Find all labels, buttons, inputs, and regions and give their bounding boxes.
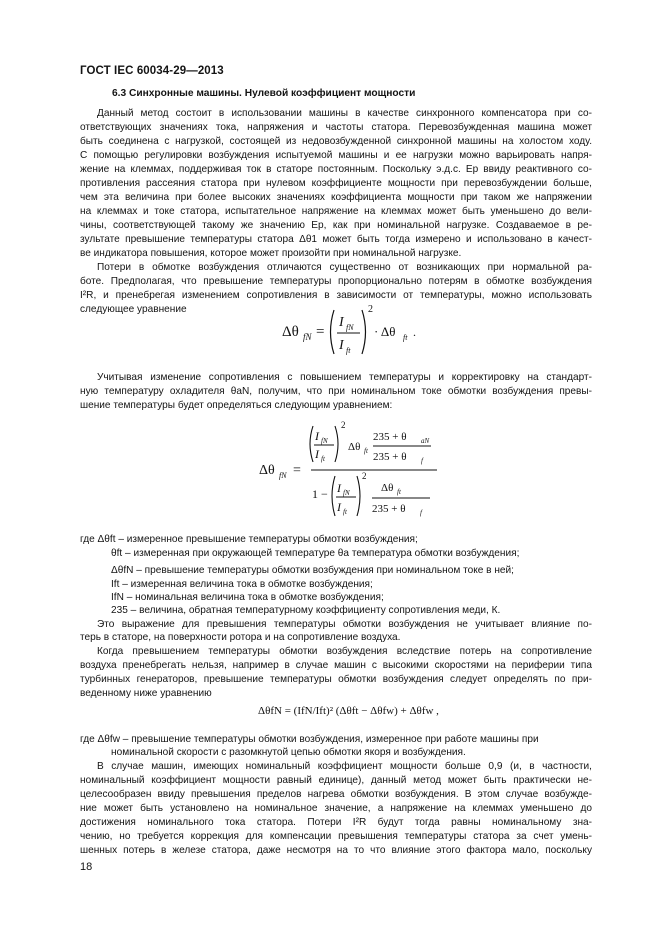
text-line: В случае машин, имеющих номинальный коэффициент мощности больше 0,9 (и, в частности, xyxy=(97,761,592,772)
text-line: турбинных генераторов, превышение температуры обмотки возбуждения следует определять по при- xyxy=(80,674,592,685)
text-line: следующее уравнение xyxy=(80,304,187,315)
definition-item xyxy=(111,579,373,591)
formula-1-den: I xyxy=(339,338,344,353)
definition-term: где Δθft xyxy=(80,534,116,545)
definition-text: – измеренное превышение температуры обмотки возбуждения; xyxy=(115,534,418,545)
definition-text: – превышение температуры обмотки возбуждения при номинальном токе в ней; xyxy=(133,565,514,576)
text-line: Потери в обмотке возбуждения отличаются существенно от возникающих при нормальной ра- xyxy=(97,262,592,273)
formula-1-eq: = xyxy=(316,324,325,340)
formula-2-f2: f xyxy=(420,509,422,517)
formula-1-num: I xyxy=(339,315,344,330)
text-line: Это выражение для превышения температуры обмотки возбуждения не учитывает влияние по- xyxy=(97,619,592,630)
formula-2-dtheta2: Δθ xyxy=(381,482,394,494)
formula-2-pow1: 2 xyxy=(341,420,346,430)
definition-item xyxy=(111,592,384,604)
definition-term: Ift xyxy=(111,579,120,590)
formula-2-eq: = xyxy=(293,463,301,478)
definition-term: ΔθfN xyxy=(111,565,134,576)
text-line: Когда превышением температуры обмотки возбуждения вследствие потерь на сопротивление xyxy=(97,646,592,657)
text-line: I²R, и пренебрегая изменением сопротивления в зависимости от температуры, можно использовать xyxy=(80,290,592,301)
document-header: ГОСТ IEC 60034-29—2013 xyxy=(80,65,224,77)
formula-2-i3: I xyxy=(337,481,341,495)
definition-item xyxy=(111,548,519,560)
text-line: воздуха пренебрегать нельзя, например в случае машин с высокими скоростями на периферии типа xyxy=(80,660,592,671)
formula-2-i1: I xyxy=(315,429,319,443)
formula-2-i2: I xyxy=(315,447,319,461)
formula-1-power: 2 xyxy=(368,304,373,315)
definition-item xyxy=(111,565,514,577)
text-line: чению, но требуется коррекция для компенсации превышения температуры статора за счет умень- xyxy=(80,831,592,842)
text-line: чем эта величина при более высоких значениях коэффициента мощности при таком же напряжении xyxy=(80,192,592,203)
formula-2-k235-2: 235 + θ xyxy=(373,451,407,463)
formula-2-fn1: fN xyxy=(321,437,328,445)
text-line: боте. Предполагая, что превышение температуры пропорционально потерям в обмотке возбуждения xyxy=(80,276,592,287)
text-line: ние может быть установлено на номинальное значение, а напряжение на клеммах уменьшено до xyxy=(80,803,592,814)
formula-2-lhs: Δθ xyxy=(259,463,275,478)
text-line: зультате превышение температуры статора Δθ1 может быть тогда измерено и использовано в качест- xyxy=(80,234,592,245)
formula-1-dot: · Δθ xyxy=(374,324,396,339)
formula-2-ft3: ft xyxy=(343,508,347,516)
text-line: терь в статоре, на поверхности ротора и на сопротивление воздуха. xyxy=(80,632,401,643)
definition-text: – номинальная величина тока в обмотке возбуждения; xyxy=(123,592,384,603)
section-title: 6.3 Синхронные машины. Нулевой коэффициент мощности xyxy=(112,88,416,99)
formula-2-fn2: fN xyxy=(343,489,350,497)
definition-term: IfN xyxy=(111,592,124,603)
formula-3: ΔθfN = (IfN/Ift)² (Δθft − Δθfw) + Δθfw , xyxy=(258,705,439,717)
formula-1-lhs: Δθ xyxy=(282,324,299,340)
text-line: целесообразен ввиду превышения пределов нагрева обмотки возбуждения. В этом случае возбужде- xyxy=(80,789,592,800)
definition-term: 235 xyxy=(111,605,128,616)
formula-2-an: aN xyxy=(421,437,430,445)
text-line: номинальной скорости с разомкнутой цепью обмотки якоря и возбуждения. xyxy=(111,747,466,758)
formula-2 xyxy=(255,418,445,526)
definition-item xyxy=(111,605,500,617)
text-line: Данный метод состоит в использовании машины в качестве синхронного компенсатора при со- xyxy=(97,108,592,119)
formula-2-one-minus: 1 − xyxy=(312,487,328,501)
text-line: С помощью регулировки возбуждения испытуемой машины и ее нагрузки можно варьировать напря- xyxy=(80,150,592,161)
formula-2-i4: I xyxy=(337,500,341,514)
text-line: на клеммах и токе статора, испытательное напряжение на клеммах может быть уменьшено до вели- xyxy=(80,206,592,217)
definition-item xyxy=(80,534,418,546)
formula-2-k235-1: 235 + θ xyxy=(373,431,407,443)
text-line: Учитывая изменение сопротивления с повышением температуры и корректировку на стандарт- xyxy=(97,372,592,383)
text-line: быть соединена с нагрузкой, состоящей из недовозбужденной синхронной машины на холостом ходу. xyxy=(80,136,592,147)
definition-text: – измеренная при окружающей температуре θa температура обмотки возбуждения; xyxy=(122,548,520,559)
formula-1 xyxy=(270,300,430,364)
formula-1-den-sub: ft xyxy=(346,346,351,355)
definition-text: – величина, обратная температурному коэффициенту сопротивления меди, К. xyxy=(127,605,501,616)
text-line: достижения номинального тока статора. Потери I²R будут тогда равны номинальному зна- xyxy=(80,817,592,828)
text-line: ответствующих значениях тока, напряжения и частоты статора. Перевозбужденная машина может xyxy=(80,122,592,133)
formula-1-end: . xyxy=(413,325,416,339)
text-line: чины, соответствующей такому же значению Eр, как при номинальной нагрузке. Создаваемое в ре- xyxy=(80,220,592,231)
formula-2-ft4: ft xyxy=(397,488,401,496)
text-line: веденному ниже уравнению xyxy=(80,688,212,699)
definition-term: θft xyxy=(111,548,123,559)
text-line: ную температуру охладителя θaN, получим, что при номинальном токе обмотки возбуждения превы- xyxy=(80,386,592,397)
formula-2-dtheta1: Δθ xyxy=(348,441,361,453)
text-line: номинальный коэффициент мощности равный единице), данный метод может быть практически не- xyxy=(80,775,592,786)
formula-2-ft2: ft xyxy=(364,447,368,455)
text-line: шенных потерь в железе статора, даже несмотря на то что влияние этого фактора мало, поскольку xyxy=(80,845,592,856)
formula-2-ft1: ft xyxy=(321,455,325,463)
page-number: 18 xyxy=(80,861,93,873)
text-line: жение на клеммах, поддерживая ток в статоре постоянным. Поскольку э.д.с. Eр ввиду реактивного со- xyxy=(80,164,592,175)
formula-1-num-sub: fN xyxy=(346,323,354,332)
formula-2-k235-3: 235 + θ xyxy=(372,503,406,515)
formula-2-f1: f xyxy=(421,457,423,465)
text-line: шение температуры будет определяться следующим уравнением: xyxy=(80,400,393,411)
formula-1-lhs-sub: fN xyxy=(303,332,312,342)
text-line: противления рассеяния статора при нулевом коэффициенте мощности при перевозбуждении больше, xyxy=(80,178,592,189)
definition-text: – измеренная величина тока в обмотке возбуждения; xyxy=(119,579,373,590)
formula-1-rhs-sub: ft xyxy=(403,333,408,342)
text-line: ве индикатора повышения, которое может произойти при номинальной нагрузке. xyxy=(80,248,462,259)
text-line: где Δθfw – превышение температуры обмотки возбуждения, измеренное при работе машины при xyxy=(80,734,539,745)
formula-2-lhs-sub: fN xyxy=(279,471,287,480)
formula-2-pow2: 2 xyxy=(362,471,367,481)
